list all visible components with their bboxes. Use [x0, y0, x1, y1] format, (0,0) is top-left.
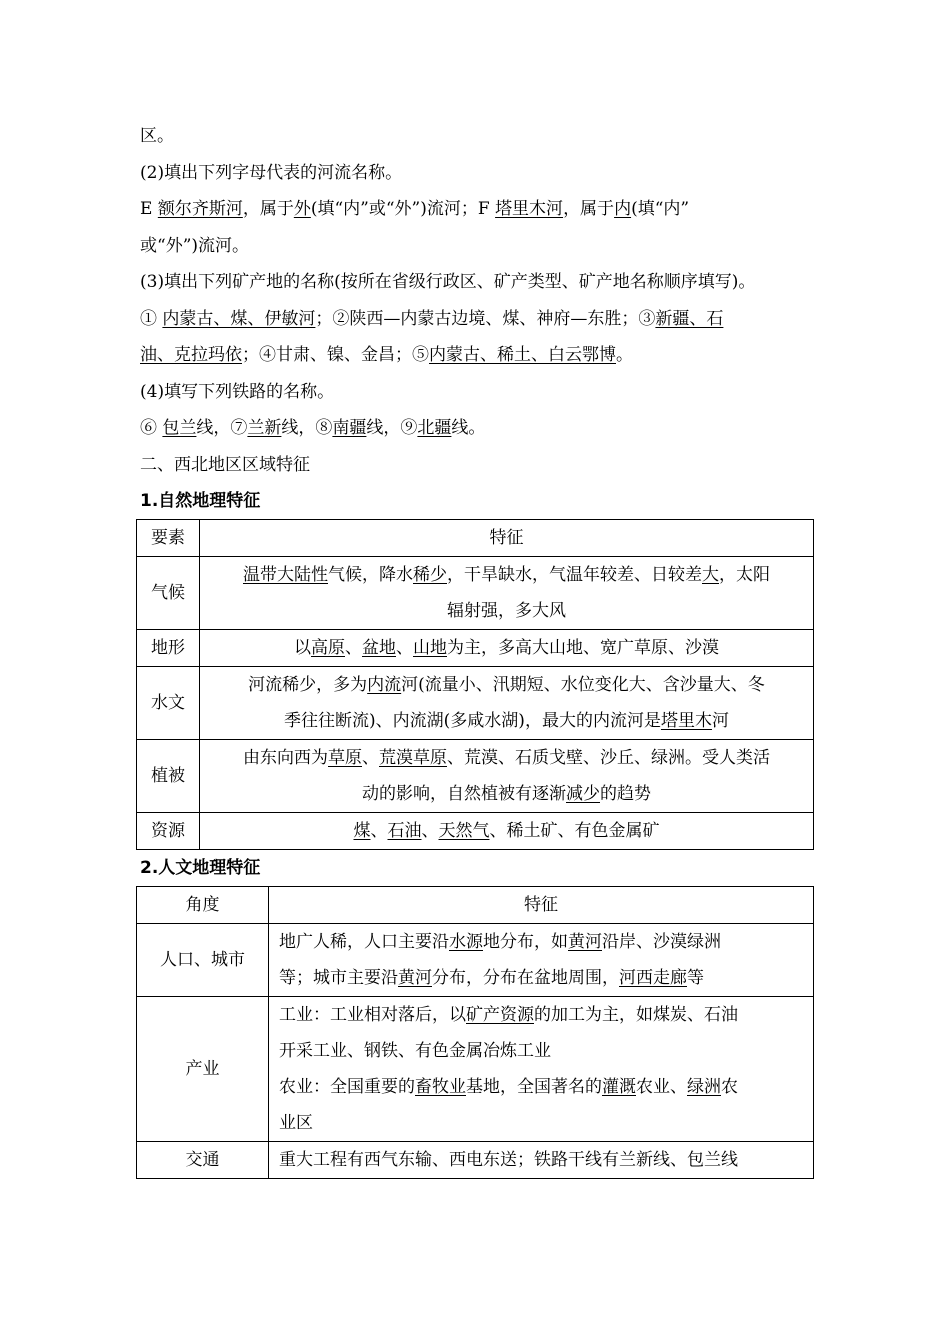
answer-blank: 塔里木河	[495, 199, 564, 219]
row-key: 交通	[137, 1142, 269, 1179]
answer-blank: 内蒙古、稀土、白云鄂博	[429, 345, 616, 365]
question-4-title: (4)填写下列铁路的名称。	[140, 381, 335, 402]
answer-blank: 兰新	[247, 418, 282, 438]
question-2-title: (2)填出下列字母代表的河流名称。	[140, 162, 403, 183]
header-cell: 特征	[269, 887, 814, 924]
answer-blank: 额尔齐斯河	[157, 199, 243, 219]
table-row	[137, 667, 814, 740]
row-key: 植被	[137, 740, 200, 813]
row-key: 产业	[137, 997, 269, 1142]
row-value: 以高原、盆地、山地为主，多高大山地、宽广草原、沙漠	[200, 630, 814, 667]
question-2-answer-line-cont: 或“外”)流河。	[140, 235, 250, 256]
row-key: 地形	[137, 630, 200, 667]
row-key: 资源	[137, 813, 200, 850]
subsection-heading-natural: 1.自然地理特征	[140, 491, 261, 511]
section-heading: 二、西北地区区域特征	[140, 454, 310, 475]
table-row	[137, 924, 814, 997]
human-features-table	[136, 886, 814, 1179]
subsection-heading-human: 2.人文地理特征	[140, 858, 261, 878]
row-value: 河流稀少，多为内流河(流量小、汛期短、水位变化大、含沙量大、冬 季往往断流)、内流湖(多咸水湖)，最大的内流河是塔里木河	[200, 667, 814, 740]
row-key: 水文	[137, 667, 200, 740]
answer-blank: 新疆、石	[655, 308, 724, 329]
question-2-answer-line: E 额尔齐斯河，属于外(填“内”或“外”)流河；F 塔里木河，属于内(填“内”	[140, 199, 690, 219]
question-4-answer-line: ⑥ 包兰线，⑦兰新线，⑧南疆线，⑨北疆线。	[140, 418, 486, 438]
table-row	[137, 997, 814, 1142]
document-page	[140, 118, 816, 1179]
table-header-row	[137, 520, 814, 557]
row-value: 工业：工业相对落后，以矿产资源的加工为主，如煤炭、石油 开采工业、钢铁、有色金属冶炼工业 农业：全国重要的畜牧业基地，全国著名的灌溉农业、绿洲农 业区	[269, 997, 814, 1142]
table-row	[137, 557, 814, 630]
row-key: 气候	[137, 557, 200, 630]
row-value: 重大工程有西气东输、西电东送；铁路干线有兰新线、包兰线	[269, 1142, 814, 1179]
row-value: 温带大陆性气候，降水稀少，干旱缺水，气温年较差、日较差大，太阳 辐射强，多大风	[200, 557, 814, 630]
answer-blank: 油、克拉玛依	[140, 345, 242, 365]
table-row	[137, 630, 814, 667]
table-row	[137, 1142, 814, 1179]
question-3-answer-line-cont: 油、克拉玛依；④甘肃、镍、金昌；⑤内蒙古、稀土、白云鄂博。	[140, 345, 633, 365]
answer-blank: 南疆	[332, 418, 367, 438]
natural-features-table	[136, 519, 814, 850]
question-3-title: (3)填出下列矿产地的名称(按所在省级行政区、矿产类型、矿产地名称顺序填写)。	[140, 272, 756, 292]
header-cell: 特征	[200, 520, 814, 557]
row-value: 煤、石油、天然气、稀土矿、有色金属矿	[200, 813, 814, 850]
answer-blank: 内蒙古、煤、伊敏河	[162, 308, 316, 329]
answer-blank: 北疆	[417, 418, 452, 438]
answer-blank: 外	[293, 199, 311, 219]
row-key: 人口、城市	[137, 924, 269, 997]
text-line	[140, 118, 816, 155]
table-row	[137, 740, 814, 813]
header-cell: 角度	[137, 887, 269, 924]
answer-blank: 包兰	[162, 418, 197, 438]
header-cell: 要素	[137, 520, 200, 557]
table-header-row	[137, 887, 814, 924]
row-value: 地广人稀，人口主要沿水源地分布，如黄河沿岸、沙漠绿洲 等；城市主要沿黄河分布，分布在盆地周围，河西走廊等	[269, 924, 814, 997]
row-value: 由东向西为草原、荒漠草原、荒漠、石质戈壁、沙丘、绿洲。受人类活 动的影响，自然植被有逐渐减少的趋势	[200, 740, 814, 813]
answer-blank: 内	[614, 199, 632, 219]
table-row	[137, 813, 814, 850]
question-3-answer-line: ① 内蒙古、煤、伊敏河；②陕西—内蒙古边境、煤、神府—东胜；③新疆、石	[140, 308, 724, 329]
text: 区。	[140, 126, 174, 146]
